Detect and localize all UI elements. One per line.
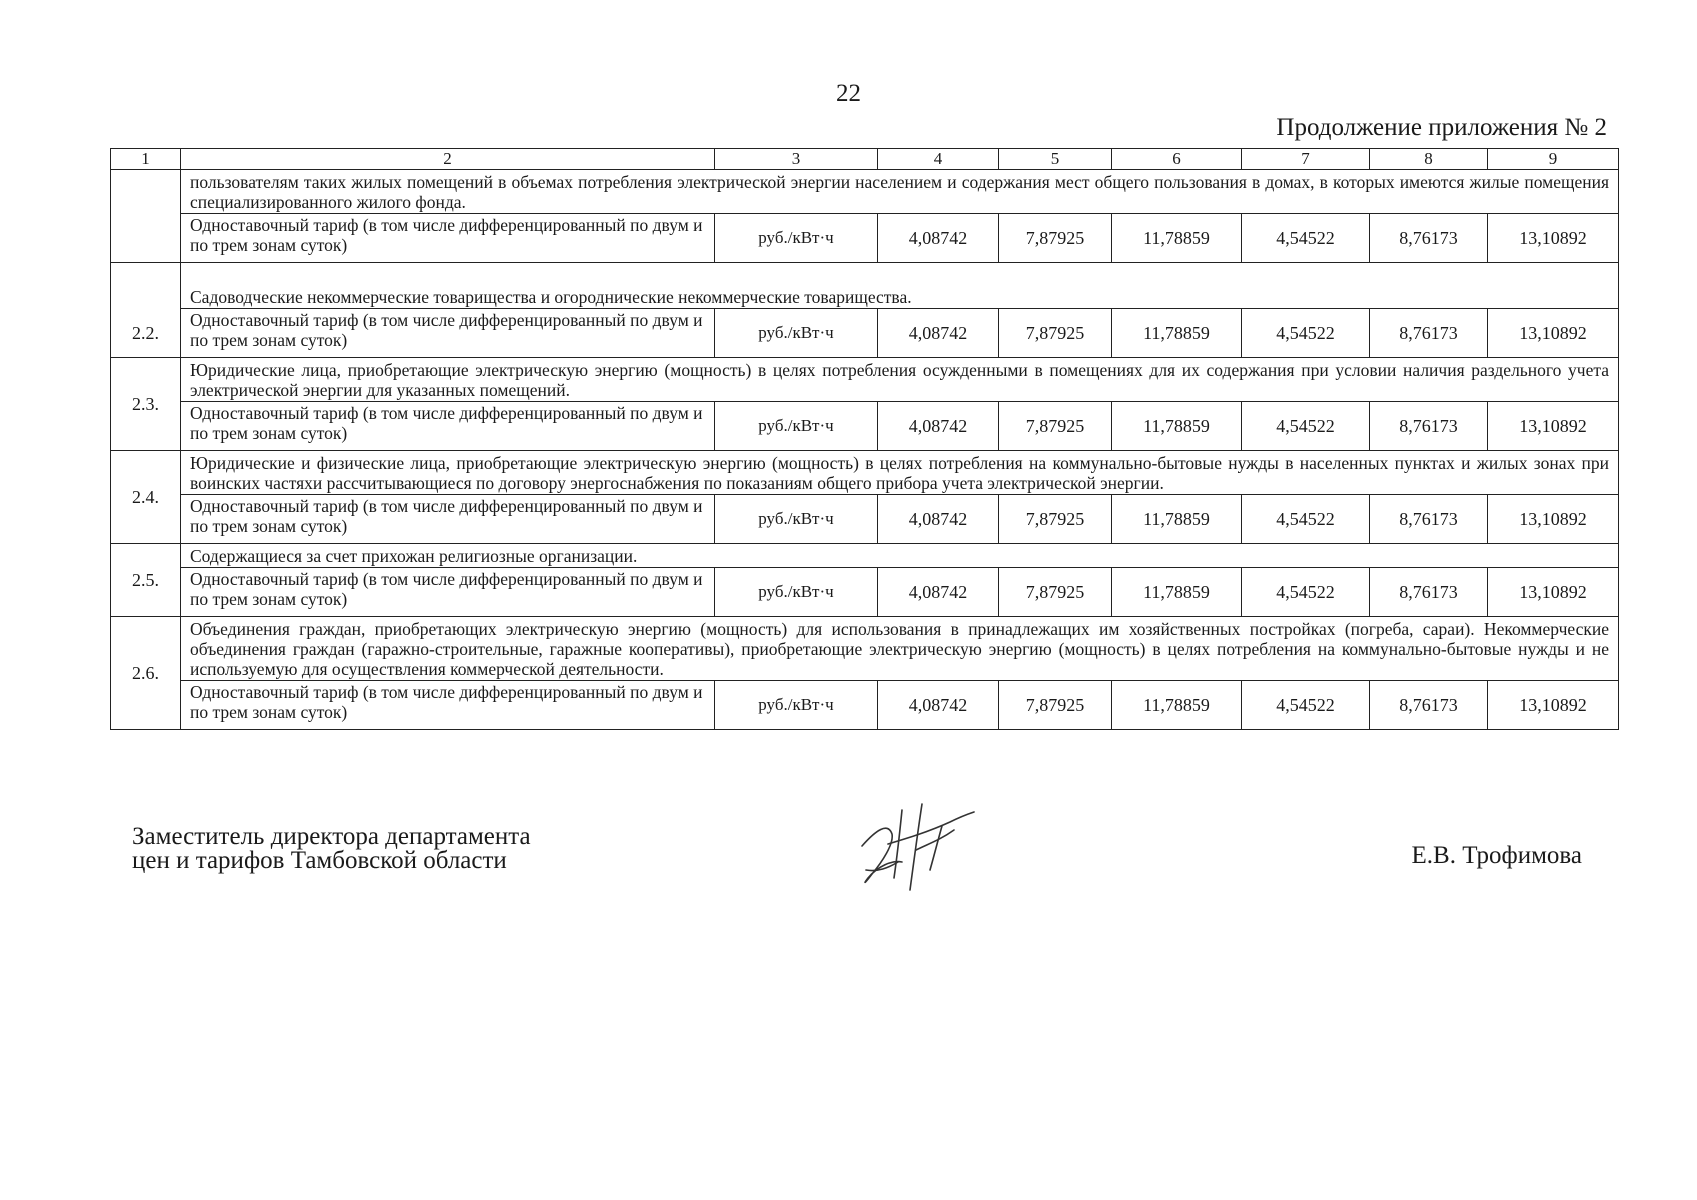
tariff-value: 13,10892	[1488, 402, 1619, 451]
row-number	[111, 170, 181, 263]
tariff-name: Одноставочный тариф (в том числе дифференцированный по двум и по трем зонам суток)	[181, 681, 715, 730]
tariff-value: 11,78859	[1112, 568, 1242, 617]
consumer-category-text: Юридические и физические лица, приобретающие электрическую энергию (мощность) в целях потребления на коммунально-бытовые нужды в населенных пунктах и жилых зонах при воинских частяхи рассчитывающиеся по договору энергоснабжения по показаниям общего прибора учета электрической энергии.	[181, 451, 1619, 495]
signatory-name: Е.В. Трофимова	[1411, 842, 1582, 869]
tariff-value: 4,08742	[878, 495, 999, 544]
tariff-row	[111, 495, 1619, 544]
tariff-name: Одноставочный тариф (в том числе дифференцированный по двум и по трем зонам суток)	[181, 568, 715, 617]
tariff-value: 7,87925	[999, 214, 1112, 263]
tariff-value: 8,76173	[1370, 681, 1488, 730]
tariff-value: 4,54522	[1242, 681, 1370, 730]
tariff-value: 4,08742	[878, 681, 999, 730]
column-header: 6	[1112, 149, 1242, 170]
unit-cell: руб./кВт·ч	[715, 568, 878, 617]
consumer-category-text: Содержащиеся за счет прихожан религиозные организации.	[181, 544, 1619, 568]
unit-cell: руб./кВт·ч	[715, 402, 878, 451]
tariff-row	[111, 568, 1619, 617]
tariff-value: 13,10892	[1488, 681, 1619, 730]
category-row	[111, 544, 1619, 568]
column-header: 5	[999, 149, 1112, 170]
tariff-value: 7,87925	[999, 568, 1112, 617]
tariff-value: 8,76173	[1370, 309, 1488, 358]
page-number: 22	[836, 80, 861, 107]
tariff-value: 11,78859	[1112, 402, 1242, 451]
consumer-category-text: Юридические лица, приобретающие электрическую энергию (мощность) в целях потребления осужденными в помещениях для их содержания при условии наличия раздельного учета электрической энергии для указанных помещений.	[181, 358, 1619, 402]
tariff-value: 4,54522	[1242, 309, 1370, 358]
tariff-value: 4,54522	[1242, 402, 1370, 451]
signatory-position-line: Заместитель директора департамента	[132, 823, 531, 850]
tariff-row	[111, 681, 1619, 730]
tariff-value: 13,10892	[1488, 214, 1619, 263]
column-header: 3	[715, 149, 878, 170]
unit-cell: руб./кВт·ч	[715, 214, 878, 263]
row-number: 2.6.	[111, 617, 181, 730]
tariff-table	[110, 148, 1619, 730]
tariff-row	[111, 214, 1619, 263]
tariff-value: 11,78859	[1112, 214, 1242, 263]
tariff-value: 13,10892	[1488, 495, 1619, 544]
tariff-value: 7,87925	[999, 309, 1112, 358]
row-number: 2.2.	[111, 263, 181, 358]
tariff-value: 4,08742	[878, 402, 999, 451]
consumer-category-text: пользователям таких жилых помещений в объемах потребления электрической энергии населением и содержания мест общего пользования в домах, в которых имеются жилые помещения специализированного жилого фонда.	[181, 170, 1619, 214]
tariff-row	[111, 309, 1619, 358]
tariff-value: 8,76173	[1370, 568, 1488, 617]
signatory-position	[132, 825, 531, 873]
consumer-category-text: Садоводческие некоммерческие товарищества и огороднические некоммерческие товарищества.	[181, 263, 1619, 309]
tariff-value: 11,78859	[1112, 495, 1242, 544]
handwritten-signature	[858, 800, 978, 892]
tariff-value: 4,54522	[1242, 495, 1370, 544]
tariff-value: 7,87925	[999, 681, 1112, 730]
unit-cell: руб./кВт·ч	[715, 309, 878, 358]
tariff-value: 8,76173	[1370, 402, 1488, 451]
tariff-value: 4,08742	[878, 568, 999, 617]
tariff-value: 8,76173	[1370, 214, 1488, 263]
column-header: 8	[1370, 149, 1488, 170]
tariff-value: 11,78859	[1112, 681, 1242, 730]
category-row	[111, 170, 1619, 214]
tariff-value: 13,10892	[1488, 309, 1619, 358]
tariff-value: 11,78859	[1112, 309, 1242, 358]
category-row	[111, 263, 1619, 309]
column-header: 1	[111, 149, 181, 170]
column-header: 7	[1242, 149, 1370, 170]
tariff-value: 13,10892	[1488, 568, 1619, 617]
tariff-value: 8,76173	[1370, 495, 1488, 544]
column-number-header-row	[111, 149, 1619, 170]
category-row	[111, 451, 1619, 495]
row-number: 2.4.	[111, 451, 181, 544]
tariff-name: Одноставочный тариф (в том числе дифференцированный по двум и по трем зонам суток)	[181, 495, 715, 544]
tariff-value: 7,87925	[999, 495, 1112, 544]
tariff-value: 4,54522	[1242, 214, 1370, 263]
tariff-value: 7,87925	[999, 402, 1112, 451]
row-number: 2.5.	[111, 544, 181, 617]
tariff-value: 4,08742	[878, 309, 999, 358]
tariff-name: Одноставочный тариф (в том числе дифференцированный по двум и по трем зонам суток)	[181, 214, 715, 263]
unit-cell: руб./кВт·ч	[715, 681, 878, 730]
row-number: 2.3.	[111, 358, 181, 451]
column-header: 9	[1488, 149, 1619, 170]
tariff-value: 4,08742	[878, 214, 999, 263]
unit-cell: руб./кВт·ч	[715, 495, 878, 544]
consumer-category-text: Объединения граждан, приобретающих электрическую энергию (мощность) для использования в принадлежащих им хозяйственных постройках (погреба, сараи). Некоммерческие объединения граждан (гаражно-строительные, гаражные кооперативы), приобретающие электрическую энергию (мощность) в целях потребления на коммунально-бытовые нужды и не используемую для осуществления коммерческой деятельности.	[181, 617, 1619, 681]
tariff-value: 4,54522	[1242, 568, 1370, 617]
tariff-row	[111, 402, 1619, 451]
appendix-continuation-heading: Продолжение приложения № 2	[1276, 114, 1607, 141]
column-header: 2	[181, 149, 715, 170]
category-row	[111, 617, 1619, 681]
tariff-name: Одноставочный тариф (в том числе дифференцированный по двум и по трем зонам суток)	[181, 309, 715, 358]
signatory-position-line: цен и тарифов Тамбовской области	[132, 847, 507, 874]
tariff-name: Одноставочный тариф (в том числе дифференцированный по двум и по трем зонам суток)	[181, 402, 715, 451]
column-header: 4	[878, 149, 999, 170]
category-row	[111, 358, 1619, 402]
